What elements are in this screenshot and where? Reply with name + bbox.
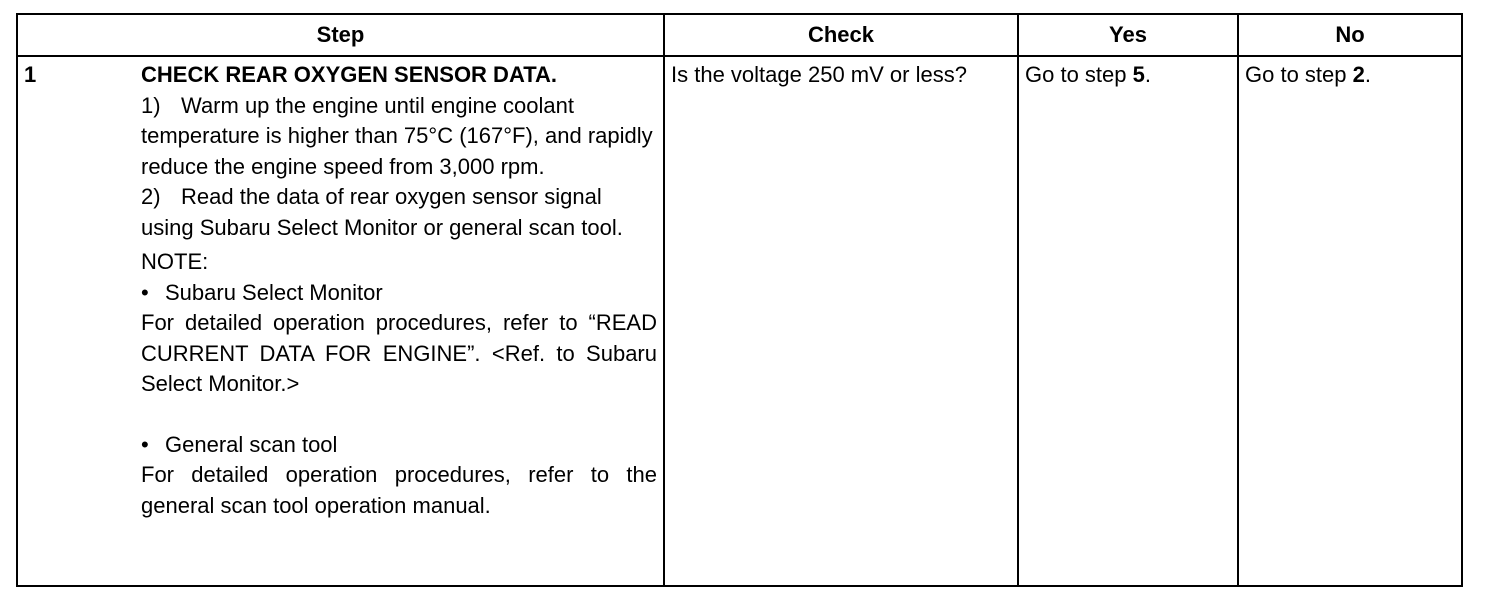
yes-cell xyxy=(1018,56,1238,586)
no-prefix: Go to step xyxy=(1245,62,1353,87)
step-number: 1 xyxy=(17,56,141,586)
instruction-1-label: 1) xyxy=(141,92,161,118)
header-no: No xyxy=(1238,14,1462,56)
header-check: Check xyxy=(664,14,1018,56)
header-step: Step xyxy=(17,14,664,56)
bullet-2-title-text: General scan tool xyxy=(165,431,338,457)
check-cell: Is the voltage 250 mV or less? xyxy=(664,56,1018,586)
no-suffix: . xyxy=(1364,62,1371,87)
instruction-1-text: Warm up the engine until engine coolant temperature is higher than 75°C (167°F), and rapidly reduce the engine speed from 3,000 rpm. xyxy=(141,92,653,179)
yes-suffix: . xyxy=(1144,62,1151,87)
bullet-2-text: For detailed operation procedures, refer to the general scan tool operation manual. xyxy=(141,462,657,518)
instruction-2-label: 2) xyxy=(141,184,161,209)
header-yes: Yes xyxy=(1018,14,1238,56)
instruction-1 xyxy=(141,91,657,183)
bullet-1-text: For detailed operation procedures, refer to “READ CURRENT DATA FOR ENGINE”. <Ref. to Subaru Select Monitor.> xyxy=(141,310,657,396)
instruction-2 xyxy=(141,182,657,243)
yes-prefix: Go to step xyxy=(1025,62,1133,87)
instruction-2-text: Read the data of rear oxygen sensor signal using Subaru Select Monitor or general scan tool. xyxy=(141,184,623,240)
bullet-1-title-text: Subaru Select Monitor xyxy=(165,279,383,305)
no-cell xyxy=(1238,56,1462,586)
step-content xyxy=(141,56,664,586)
bullet-2-title xyxy=(141,430,657,461)
bullet-icon: • xyxy=(141,279,149,305)
bullet-1-title xyxy=(141,278,657,309)
note-label: NOTE: xyxy=(141,249,209,274)
yes-step-number: 5 xyxy=(1132,62,1145,87)
header-row xyxy=(17,14,1462,56)
step-title: CHECK REAR OXYGEN SENSOR DATA. xyxy=(141,62,558,87)
no-step-number: 2 xyxy=(1352,62,1365,87)
table-row xyxy=(17,56,1462,586)
diagnostic-table xyxy=(16,13,1463,587)
bullet-icon: • xyxy=(141,431,149,457)
